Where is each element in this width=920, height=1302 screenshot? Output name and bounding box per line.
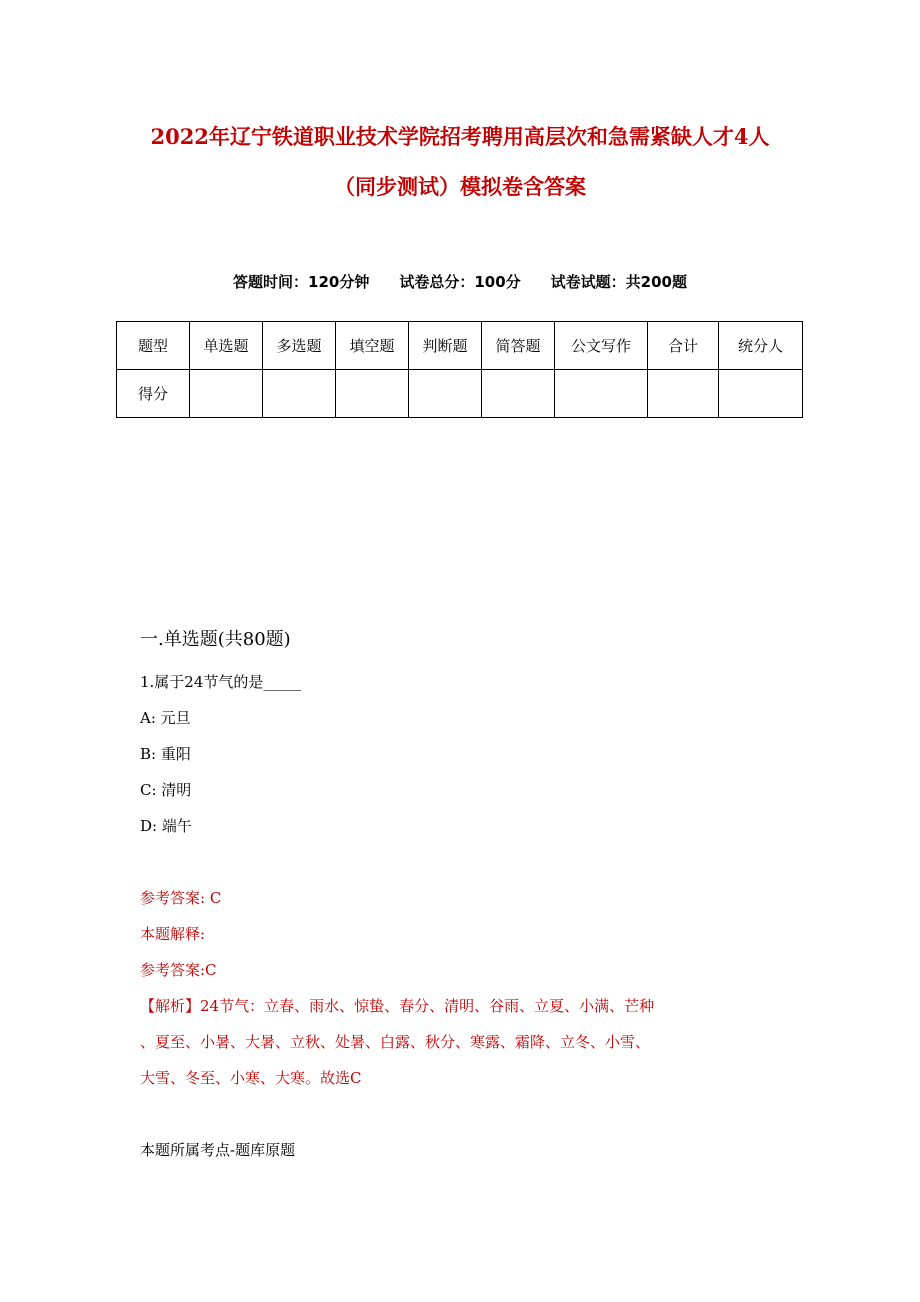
option-b: B: 重阳 xyxy=(140,745,191,763)
exam-total-questions: 试卷试题：共200题 xyxy=(550,273,687,291)
question-stem: 1.属于24节气的是_____ xyxy=(140,673,301,691)
score-header-cell: 统分人 xyxy=(719,322,803,370)
document-title-line-2: （同步测试）模拟卷含答案 xyxy=(334,174,586,199)
score-cell[interactable] xyxy=(336,370,409,418)
score-cell[interactable] xyxy=(263,370,336,418)
exam-time: 答题时间：120分钟 xyxy=(233,273,370,291)
score-row-label: 得分 xyxy=(117,370,190,418)
score-cell[interactable] xyxy=(409,370,482,418)
score-cell[interactable] xyxy=(555,370,648,418)
score-cell[interactable] xyxy=(648,370,719,418)
score-header-cell: 多选题 xyxy=(263,322,336,370)
score-table-score-row xyxy=(117,370,803,418)
score-cell[interactable] xyxy=(719,370,803,418)
question-source: 本题所属考点-题库原题 xyxy=(140,1141,296,1159)
document-title-line-1: 2022年辽宁铁道职业技术学院招考聘用高层次和急需紧缺人才4人 xyxy=(150,124,770,149)
analysis-line: 大雪、冬至、小寒、大寒。故选C xyxy=(140,1069,362,1087)
score-header-cell: 简答题 xyxy=(482,322,555,370)
analysis-line: 、夏至、小暑、大暑、立秋、处暑、白露、秋分、寒露、霜降、立冬、小雪、 xyxy=(140,1033,651,1051)
score-header-cell: 单选题 xyxy=(190,322,263,370)
section-title: 一.单选题(共80题) xyxy=(140,629,291,650)
score-header-cell: 判断题 xyxy=(409,322,482,370)
option-c: C: 清明 xyxy=(140,781,192,799)
reference-answer: 参考答案: C xyxy=(140,889,222,907)
exam-meta xyxy=(0,271,920,292)
score-header-cell: 合计 xyxy=(648,322,719,370)
analysis-line: 【解析】24节气：立春、雨水、惊蛰、春分、清明、谷雨、立夏、小满、芒种 xyxy=(140,997,655,1015)
option-d: D: 端午 xyxy=(140,817,192,835)
score-header-cell: 公文写作 xyxy=(555,322,648,370)
score-cell[interactable] xyxy=(482,370,555,418)
exam-total-score: 试卷总分：100分 xyxy=(399,273,521,291)
score-header-cell: 题型 xyxy=(117,322,190,370)
score-table-header-row xyxy=(117,322,803,370)
reference-answer-repeat: 参考答案:C xyxy=(140,961,217,979)
explanation-label: 本题解释: xyxy=(140,925,206,943)
score-header-cell: 填空题 xyxy=(336,322,409,370)
score-cell[interactable] xyxy=(190,370,263,418)
score-table xyxy=(116,321,803,418)
option-a: A: 元旦 xyxy=(140,709,191,727)
